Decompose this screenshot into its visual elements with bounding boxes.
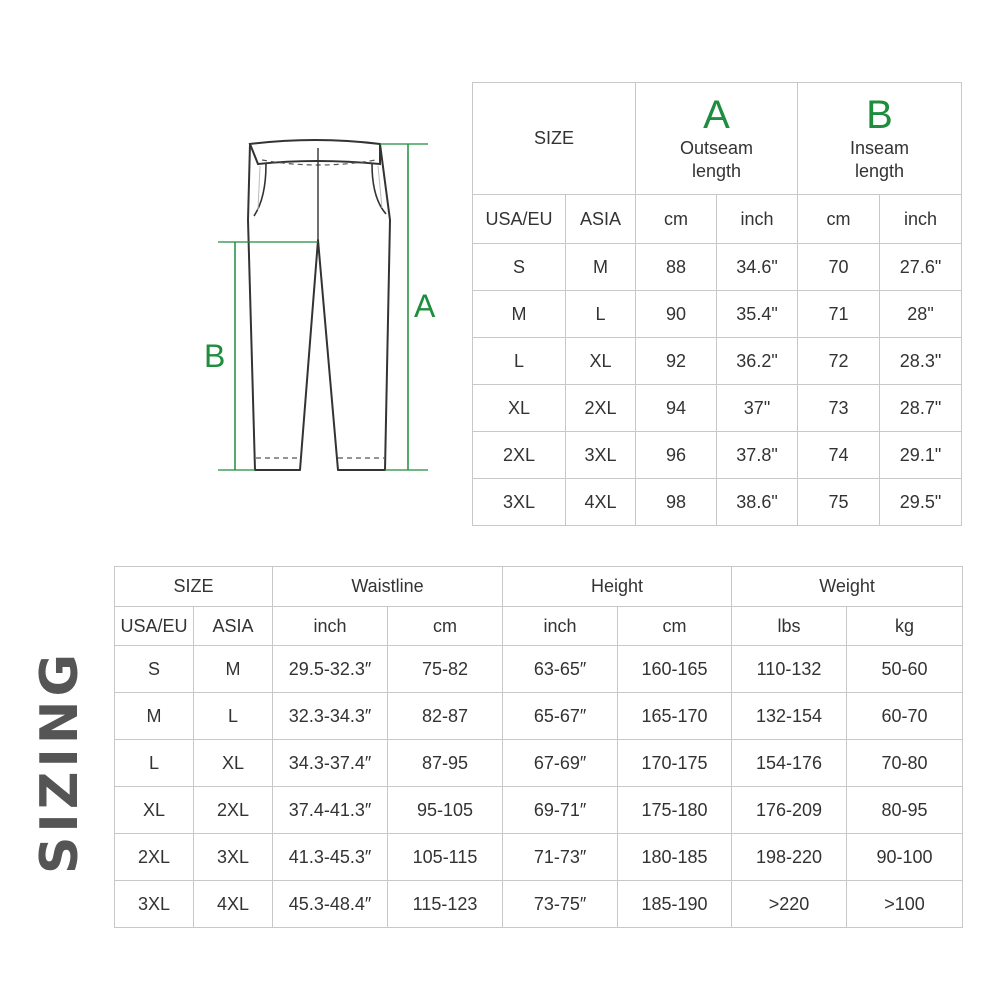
col-header: lbs	[732, 607, 847, 646]
table-cell: 90-100	[847, 834, 963, 881]
table-row	[115, 834, 963, 881]
col-header: cm	[798, 195, 880, 244]
pants-diagram	[200, 130, 460, 490]
col-header: cm	[618, 607, 732, 646]
table-row	[115, 881, 963, 928]
size-header: SIZE	[115, 567, 273, 607]
table-cell: 198-220	[732, 834, 847, 881]
table-cell: 27.6"	[880, 244, 962, 291]
col-header: cm	[636, 195, 717, 244]
waistline-header: Waistline	[273, 567, 503, 607]
table-row	[115, 740, 963, 787]
table-cell: M	[115, 693, 194, 740]
table-cell: 2XL	[473, 432, 566, 479]
table-cell: 2XL	[194, 787, 273, 834]
table-cell: 36.2"	[717, 338, 798, 385]
table-cell: 175-180	[618, 787, 732, 834]
table-cell: 72	[798, 338, 880, 385]
table-cell: 3XL	[194, 834, 273, 881]
table-cell: 71-73″	[503, 834, 618, 881]
table-cell: 35.4"	[717, 291, 798, 338]
table-cell: 29.1"	[880, 432, 962, 479]
table-cell: 80-95	[847, 787, 963, 834]
table-cell: M	[566, 244, 636, 291]
table-cell: 3XL	[566, 432, 636, 479]
table-cell: L	[115, 740, 194, 787]
dimension-a-label: A	[414, 288, 436, 324]
table-cell: 28.7"	[880, 385, 962, 432]
table-cell: 176-209	[732, 787, 847, 834]
height-header: Height	[503, 567, 732, 607]
table-row	[473, 385, 962, 432]
table-cell: 60-70	[847, 693, 963, 740]
table-cell: 65-67″	[503, 693, 618, 740]
table-cell: 29.5-32.3″	[273, 646, 388, 693]
table-cell: 110-132	[732, 646, 847, 693]
inseam-label-line1: Inseam	[850, 137, 910, 158]
table-cell: 29.5"	[880, 479, 962, 526]
table-cell: 73	[798, 385, 880, 432]
table-cell: 63-65″	[503, 646, 618, 693]
table-cell: 94	[636, 385, 717, 432]
table-cell: 4XL	[566, 479, 636, 526]
table-cell: 165-170	[618, 693, 732, 740]
table-cell: 69-71″	[503, 787, 618, 834]
col-header: ASIA	[194, 607, 273, 646]
table-cell: 95-105	[388, 787, 503, 834]
table-cell: L	[566, 291, 636, 338]
table-cell: 70-80	[847, 740, 963, 787]
table-cell: 170-175	[618, 740, 732, 787]
table-row	[473, 291, 962, 338]
col-header: inch	[880, 195, 962, 244]
table-cell: S	[115, 646, 194, 693]
table-cell: 98	[636, 479, 717, 526]
table-cell: 75	[798, 479, 880, 526]
table-cell: XL	[115, 787, 194, 834]
table-cell: 50-60	[847, 646, 963, 693]
table-cell: 28"	[880, 291, 962, 338]
weight-header: Weight	[732, 567, 963, 607]
table-cell: XL	[473, 385, 566, 432]
table-cell: 73-75″	[503, 881, 618, 928]
table-cell: >100	[847, 881, 963, 928]
table-row	[473, 432, 962, 479]
table-cell: 105-115	[388, 834, 503, 881]
outseam-label-line1: Outseam	[680, 137, 754, 158]
table-cell: 82-87	[388, 693, 503, 740]
col-header: inch	[273, 607, 388, 646]
table-cell: XL	[194, 740, 273, 787]
table-cell: 37"	[717, 385, 798, 432]
col-header: USA/EU	[115, 607, 194, 646]
table-cell: 88	[636, 244, 717, 291]
table-cell: 37.8"	[717, 432, 798, 479]
outseam-header	[636, 83, 798, 195]
inseam-header	[798, 83, 962, 195]
body-size-table	[114, 566, 963, 928]
col-header: ASIA	[566, 195, 636, 244]
table-cell: 115-123	[388, 881, 503, 928]
table-cell: 160-165	[618, 646, 732, 693]
table-cell: 90	[636, 291, 717, 338]
table-cell: 2XL	[566, 385, 636, 432]
table-row	[115, 693, 963, 740]
col-header: cm	[388, 607, 503, 646]
table-cell: 75-82	[388, 646, 503, 693]
body-group-header-row	[115, 567, 963, 607]
col-header: inch	[717, 195, 798, 244]
outseam-label-line2: length	[691, 160, 742, 181]
table-cell: 4XL	[194, 881, 273, 928]
table-cell: 3XL	[473, 479, 566, 526]
table-cell: 87-95	[388, 740, 503, 787]
table-row	[473, 338, 962, 385]
table-cell: 74	[798, 432, 880, 479]
table-cell: 185-190	[618, 881, 732, 928]
table-cell: 180-185	[618, 834, 732, 881]
table-cell: 34.3-37.4″	[273, 740, 388, 787]
table-cell: 96	[636, 432, 717, 479]
length-subheader-row	[473, 195, 962, 244]
table-row	[473, 244, 962, 291]
length-size-table	[472, 82, 962, 526]
table-row	[115, 787, 963, 834]
table-cell: 37.4-41.3″	[273, 787, 388, 834]
inseam-letter: B	[866, 92, 893, 137]
table-cell: 92	[636, 338, 717, 385]
col-header: inch	[503, 607, 618, 646]
table-cell: XL	[566, 338, 636, 385]
table-cell: 132-154	[732, 693, 847, 740]
table-cell: 154-176	[732, 740, 847, 787]
table-cell: 34.6"	[717, 244, 798, 291]
size-header: SIZE	[473, 83, 636, 195]
table-cell: S	[473, 244, 566, 291]
table-cell: 28.3"	[880, 338, 962, 385]
table-cell: 2XL	[115, 834, 194, 881]
table-cell: 70	[798, 244, 880, 291]
table-cell: 45.3-48.4″	[273, 881, 388, 928]
col-header: USA/EU	[473, 195, 566, 244]
table-cell: 71	[798, 291, 880, 338]
table-cell: M	[473, 291, 566, 338]
table-cell: >220	[732, 881, 847, 928]
table-row	[115, 646, 963, 693]
table-row	[473, 479, 962, 526]
dimension-b-label: B	[204, 338, 226, 374]
table-cell: 41.3-45.3″	[273, 834, 388, 881]
table-cell: M	[194, 646, 273, 693]
table-cell: 38.6"	[717, 479, 798, 526]
table-cell: L	[194, 693, 273, 740]
col-header: kg	[847, 607, 963, 646]
table-cell: L	[473, 338, 566, 385]
body-subheader-row	[115, 607, 963, 646]
sizing-side-text: SIZING	[30, 649, 90, 875]
table-cell: 67-69″	[503, 740, 618, 787]
table-cell: 3XL	[115, 881, 194, 928]
inseam-label-line2: length	[854, 160, 905, 181]
table-cell: 32.3-34.3″	[273, 693, 388, 740]
outseam-letter: A	[703, 92, 730, 137]
